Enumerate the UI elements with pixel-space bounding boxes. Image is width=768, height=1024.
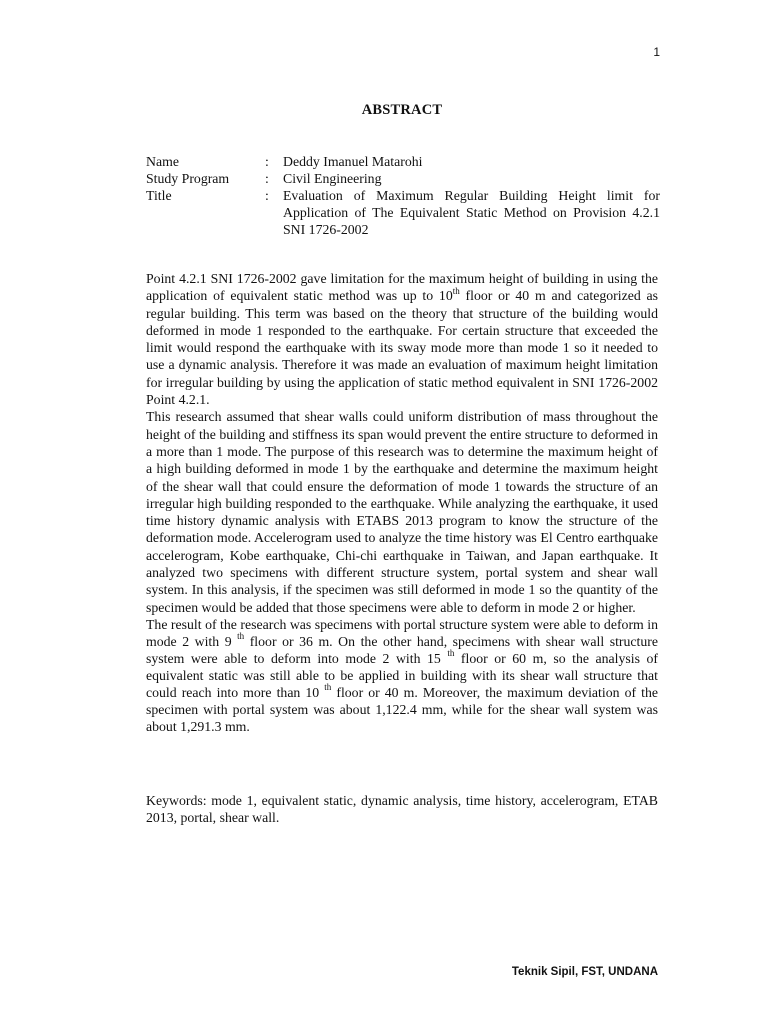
meta-value: Evaluation of Maximum Regular Building Height limit for Application of The Equivalent Static Method on Provision 4.2.1 SNI 1726-2002 [283,187,660,237]
metadata-block [146,154,660,239]
meta-value: Deddy Imanuel Matarohi [283,154,423,169]
paragraph-text: The result of the research was specimens with portal structure system were able to deform in mode 2 with 9 [146,616,658,649]
abstract-body [146,270,658,735]
meta-key: Name [146,154,179,169]
meta-row-name [146,154,660,171]
ordinal-superscript: th [324,682,332,693]
page-title: ABSTRACT [361,102,443,118]
meta-row-study-program [146,171,660,188]
meta-key: Study Program [146,170,230,186]
meta-colon: : [265,187,269,203]
paragraph-text: floor or 60 m, so the analysis of equivalent static was still able to be applied in building with its shear wall structure that could reach into more than 10 [146,650,658,700]
ordinal-superscript: th [447,648,455,659]
ordinal-superscript: th [237,631,245,642]
meta-key: Title [146,187,172,203]
meta-value: Civil Engineering [283,170,382,186]
keywords: Keywords: mode 1, equivalent static, dynamic analysis, time history, accelerogram, ETAB 2013, portal, shear wall. [146,793,658,826]
paragraph-text: floor or 40 m and categorized as regular building. This term was based on the theory that structure of the building would deformed in mode 1 responded to the earthquake. For certain structure that exceeded the limit would respond the earthquake with its sway mode more than mode 1 so it needed to use a dynamic analysis. Therefore it was made an evaluation of maximum height limitation for irregular building by using the application of static method equivalent in SNI 1726-2002 Point 4.2.1. [146,288,658,408]
meta-colon: : [265,154,269,169]
abstract-paragraph-2: This research assumed that shear walls could uniform distribution of mass throughout the height of the building and stiffness its span would prevent the entire structure to deformed in a more than 1 mode. The purpose of this research was to determine the maximum height of a high building deformed in mode 1 by the earthquake and determine the maximum height of the shear wall that could ensure the deformation of mode 1 towards the structure of an irregular high building responded to the earthquake. While analyzing the earthquake, it used time history dynamic analysis with ETABS 2013 program to know the structure of the deformation mode. Accelerogram used to analyze the time history was El Centro earthquake accelerogram, Kobe earthquake, Chi-chi earthquake in Taiwan, and Japan earthquake. It analyzed two specimens with different structure system, portal system and shear wall system. In this analysis, if the specimen was still deformed in mode 1 so the quantity of the specimen would be added that those specimens were able to deform in mode 2 or higher. [146,409,658,615]
abstract-paragraph-3 [146,616,658,735]
abstract-paragraph-1 [146,270,658,408]
page-footer: Teknik Sipil, FST, UNDANA [511,966,658,978]
ordinal-superscript: th [452,285,460,296]
paragraph-text: floor or 36 m. On the other hand, specimens with shear wall structure system were able to deform into mode 2 with 15 [146,633,658,666]
paragraph-text: floor or 40 m. Moreover, the maximum deviation of the specimen with portal system was about 1,122.4 mm, while for the shear wall system was about 1,291.3 mm. [146,684,658,734]
meta-row-title [146,188,660,239]
page-number: 1 [653,45,660,59]
meta-colon: : [265,170,269,186]
paragraph-text: Point 4.2.1 SNI 1726-2002 gave limitation for the maximum height of building in using the application of equivalent static method was up to 10 [146,271,658,304]
